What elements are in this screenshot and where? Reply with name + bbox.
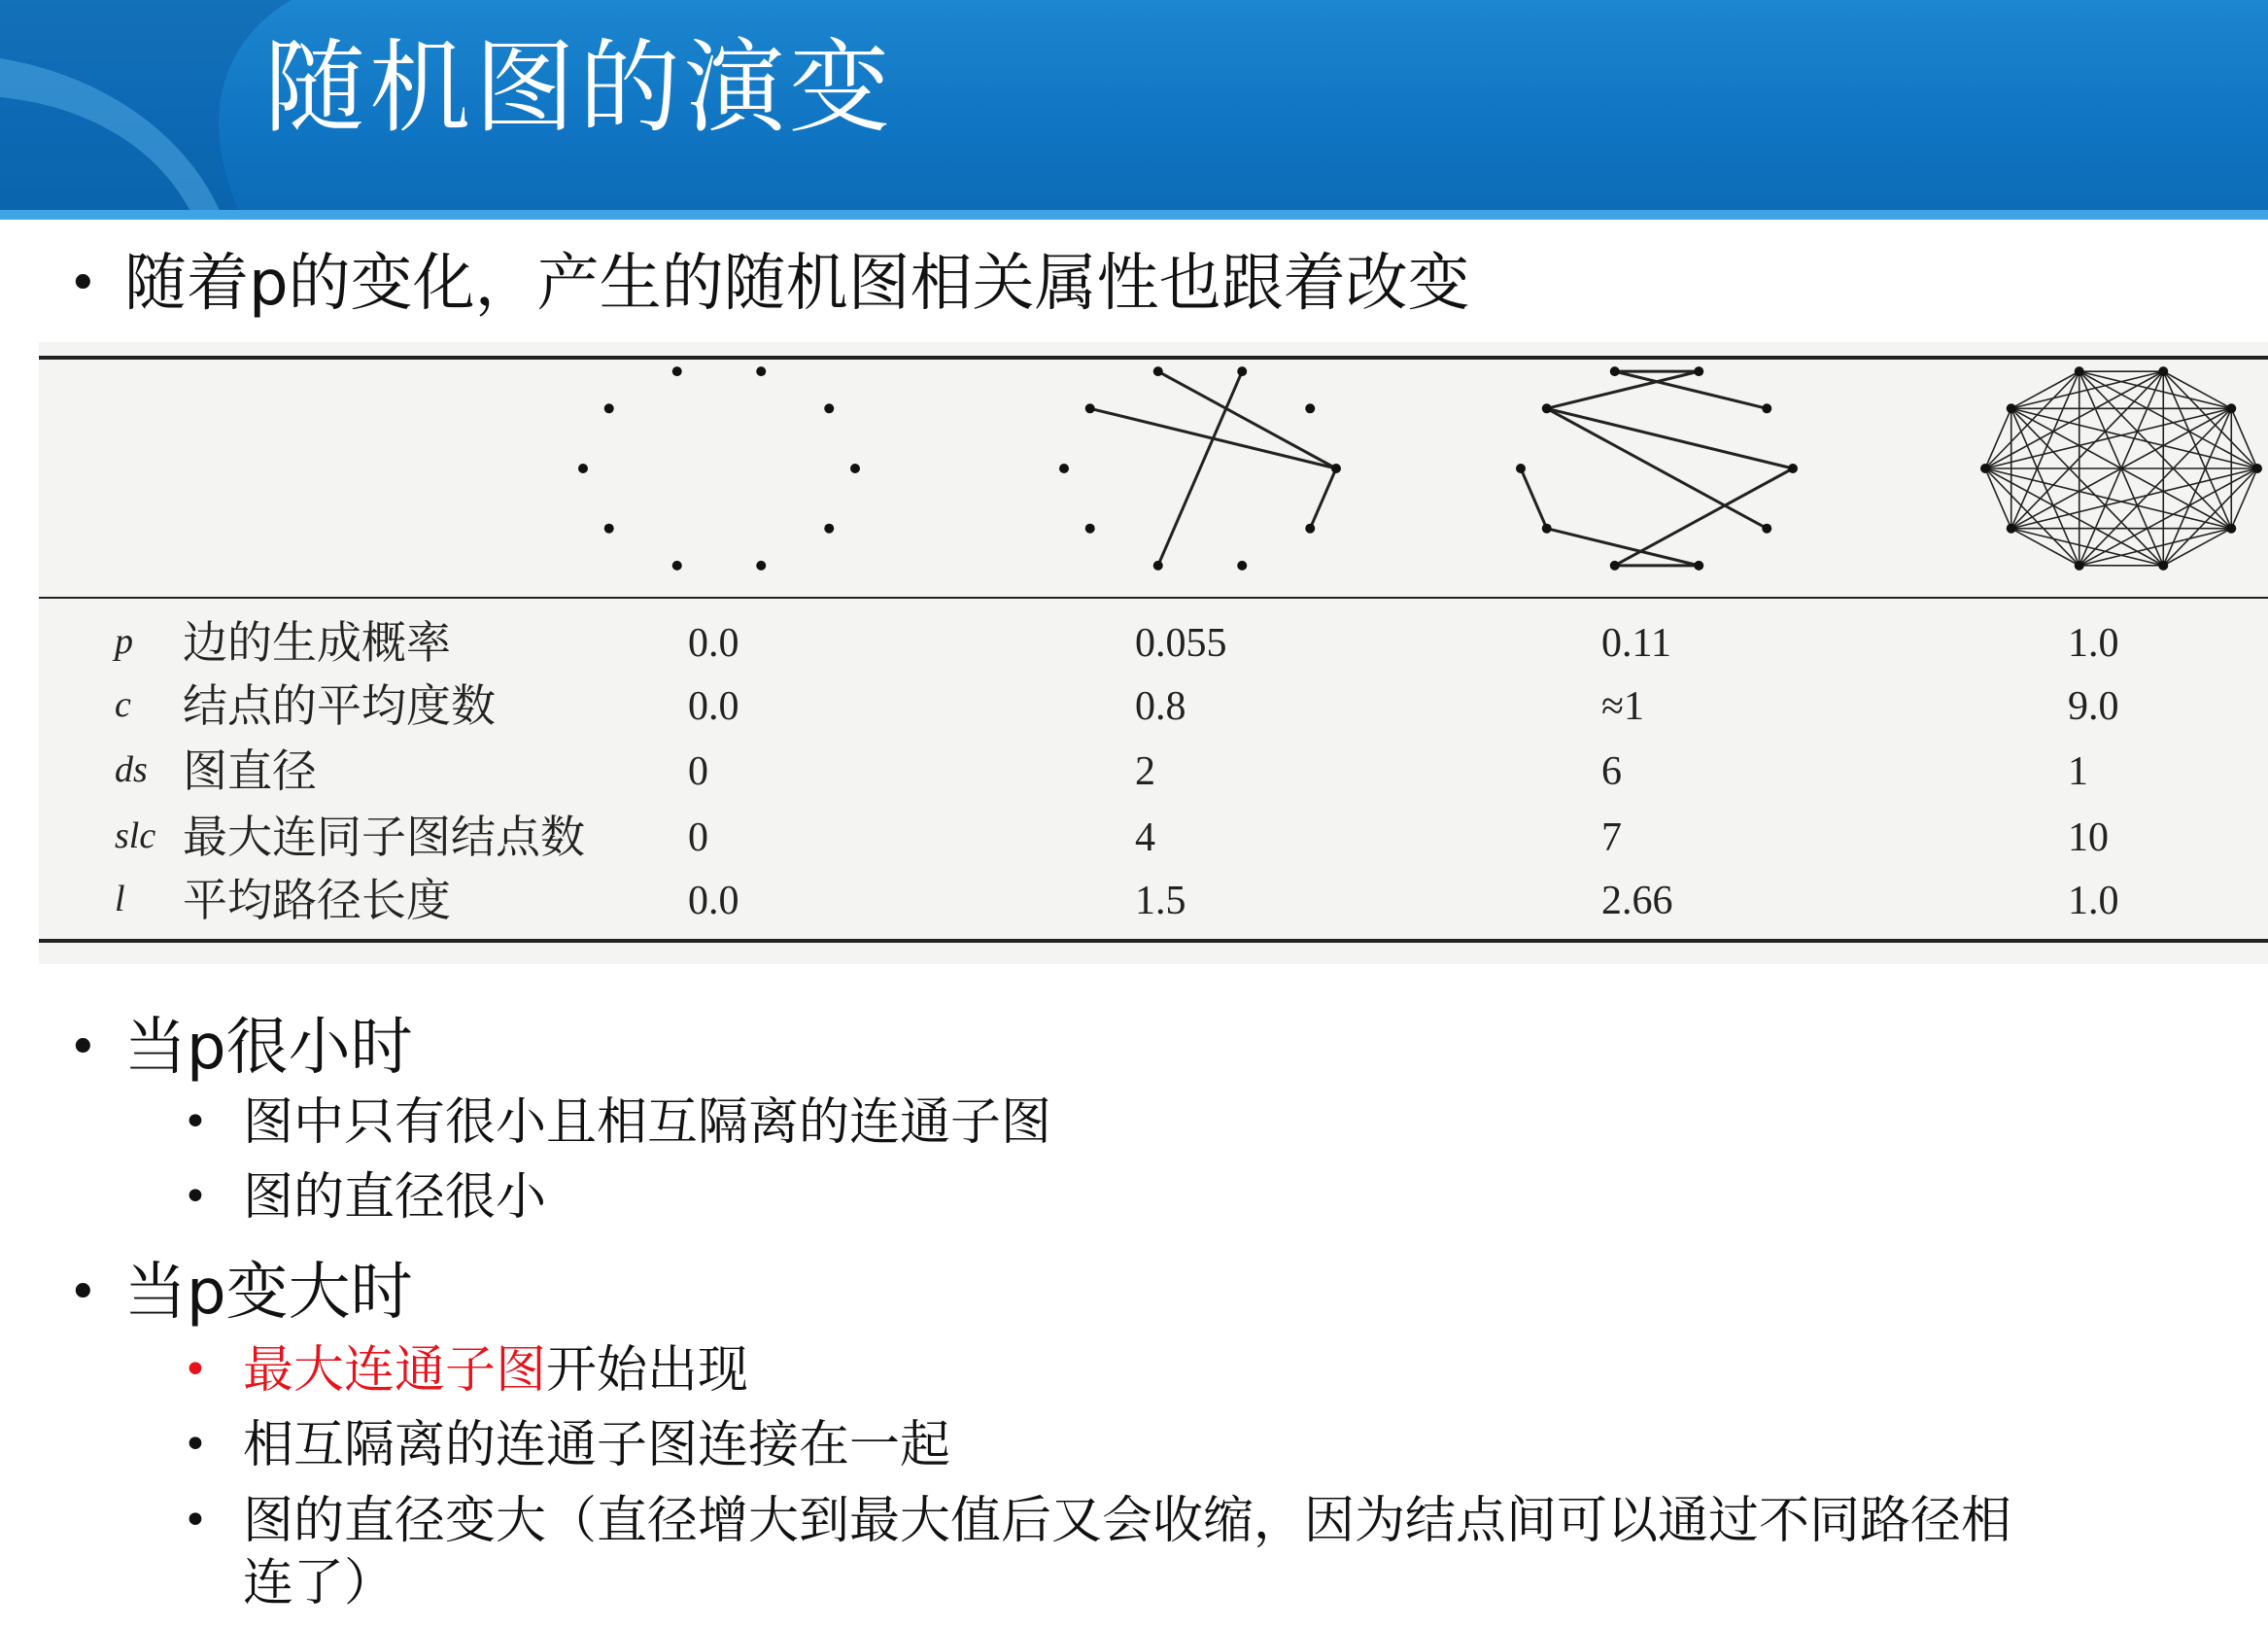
graph-edge [2011,371,2079,408]
bullet-dot-icon: • [183,1420,208,1470]
graph-node [756,366,766,376]
row-symbol: slc [115,815,156,856]
small-p-item-1 [183,1089,1052,1157]
graph-edge [1985,371,2079,468]
graph-edge [1985,468,2231,529]
graph-node [2075,366,2084,376]
graph-node [1237,366,1247,376]
graph-edge [1547,408,1768,528]
intro-text: 随着p的变化，产生的随机图相关属性也跟着改变 [124,248,1470,320]
graph-node [1980,464,1990,473]
row-symbol: p [115,621,133,662]
row-label: 结点的平均度数 [183,679,496,732]
small-p-item-2 [183,1163,547,1231]
graph-node [2158,366,2168,376]
graph-node [1694,561,1703,571]
small-p-heading: 当p很小时 [124,1012,413,1084]
large-p-item-3-cont [243,1549,395,1617]
graph-node [578,464,588,473]
graph-node [1331,464,1341,473]
graph-edge [1547,371,1700,408]
graph-node [2007,524,2016,534]
title-bar [0,0,2268,220]
row-label: 平均路径长度 [183,874,451,926]
table-cell: 1.0 [2068,621,2119,666]
graph-edge [1090,408,1336,468]
bullet-dot-icon: • [68,1264,98,1322]
graph-node [604,524,614,534]
table-cell: 0.8 [1135,684,1186,729]
title-bottom-stripe [0,210,2268,220]
graph-node [1237,561,1247,571]
large-p-heading: 当p变大时 [124,1257,413,1329]
small-p-item-1-text: 图中只有很小且相互隔离的连通子图 [243,1093,1052,1152]
graph-edge [1615,371,1768,408]
graph-edge [2231,468,2257,529]
graph-edge [1547,408,1793,468]
graph-node [1610,561,1620,571]
graph-node [756,561,766,571]
graph-node [1610,366,1620,376]
row-label: 图直径 [183,744,317,797]
graph-edge [2011,529,2079,566]
random-graph-table [39,342,2268,964]
bullet-dot-icon: • [183,1097,208,1147]
bullet-dot-icon: • [183,1496,208,1545]
graph-node [850,464,860,473]
graph-edge [2231,408,2257,468]
graph-node [1542,403,1552,413]
table-bottom-rule [39,939,2268,943]
bullet-dot-icon: • [183,1345,208,1395]
graph-node [1305,524,1315,534]
large-p-item-3-line-1: 图的直径变大（直径增大到最大值后又会收缩，因为结点间可以通过不同路径相 [243,1492,2012,1550]
bullet-dot-icon: • [183,1172,208,1222]
graph-edge [2079,371,2232,529]
graph-node [1059,464,1069,473]
graph-edge [2011,408,2257,468]
graph-node [1542,524,1552,534]
table-cell: 2.66 [1601,879,1673,923]
graph-node [1788,464,1798,473]
graph-edge [2163,371,2231,408]
graph-edge [1985,468,2079,566]
graph-node [2226,403,2236,413]
graph-node [1762,524,1771,534]
table-cell: 6 [1601,749,1622,794]
graph-node [824,403,834,413]
graph-node [2158,561,2168,571]
table-cell: 0.0 [688,684,739,729]
table-cell: 0 [688,749,708,794]
large-p-item-2 [183,1411,951,1479]
highlight-text: 最大连通子图 [243,1341,547,1400]
table-mid-rule [39,597,2268,599]
graph-node [1305,403,1315,413]
graph-node [604,403,614,413]
graph-node [2007,403,2016,413]
table-cell: 1 [2068,749,2088,794]
row-symbol: l [115,879,125,919]
table-cell: 0.0 [688,879,739,923]
bullet-dot-icon: • [68,255,98,313]
table-cell: 0.055 [1135,621,1227,666]
table-cell: 7 [1601,815,1622,860]
table-cell: 1.0 [2068,879,2119,923]
table-cell: 9.0 [2068,684,2119,729]
table-cell: 10 [2068,815,2109,860]
small-p-bullet [68,1009,413,1087]
graph-node [2252,464,2262,473]
graph-node [672,366,682,376]
graph-node [824,524,834,534]
row-label: 边的生成概率 [183,616,451,669]
bullet-dot-icon: • [68,1019,98,1077]
table-cell: 1.5 [1135,879,1186,923]
row-label: 最大连同子图结点数 [183,811,585,863]
intro-bullet [68,245,1470,323]
graph-node [2226,524,2236,534]
graph-edge [1985,468,2011,529]
graph-node [1516,464,1526,473]
graph-node [1694,366,1703,376]
graph-edge [1985,408,2011,468]
table-cell: 2 [1135,749,1155,794]
graph-node [672,561,682,571]
row-symbol: c [115,684,131,725]
graph-drawings [39,342,2268,597]
table-cell: ≈1 [1601,684,1645,729]
graph-node [1085,524,1095,534]
graph-node [1762,403,1771,413]
graph-node [1153,366,1163,376]
graph-edge [1158,371,1243,566]
large-p-item-3-line-2: 连了） [243,1554,395,1612]
graph-node [2075,561,2084,571]
large-p-bullet [68,1254,413,1332]
table-cell: 0.11 [1601,621,1671,666]
graph-node [1085,403,1095,413]
large-p-item-3 [183,1487,2012,1555]
graph-edge [2011,408,2164,566]
large-p-item-1 [183,1336,749,1404]
slide-title: 随机图的演变 [264,28,895,147]
large-p-item-2-text: 相互隔离的连通子图连接在一起 [243,1416,951,1474]
large-p-item-1-rest: 开始出现 [546,1341,749,1400]
table-cell: 4 [1135,815,1155,860]
small-p-item-2-text: 图的直径很小 [243,1168,547,1227]
row-symbol: ds [115,749,148,790]
graph-edge [2011,371,2079,529]
graph-edge [1158,371,1336,468]
graph-node [1153,561,1163,571]
graph-edge [1310,468,1336,529]
graph-edge [2011,529,2164,566]
table-cell: 0.0 [688,621,739,666]
table-cell: 0 [688,815,708,860]
graph-edge [2163,529,2231,566]
graph-edge [1521,468,1547,529]
graph-edge [2079,371,2232,408]
